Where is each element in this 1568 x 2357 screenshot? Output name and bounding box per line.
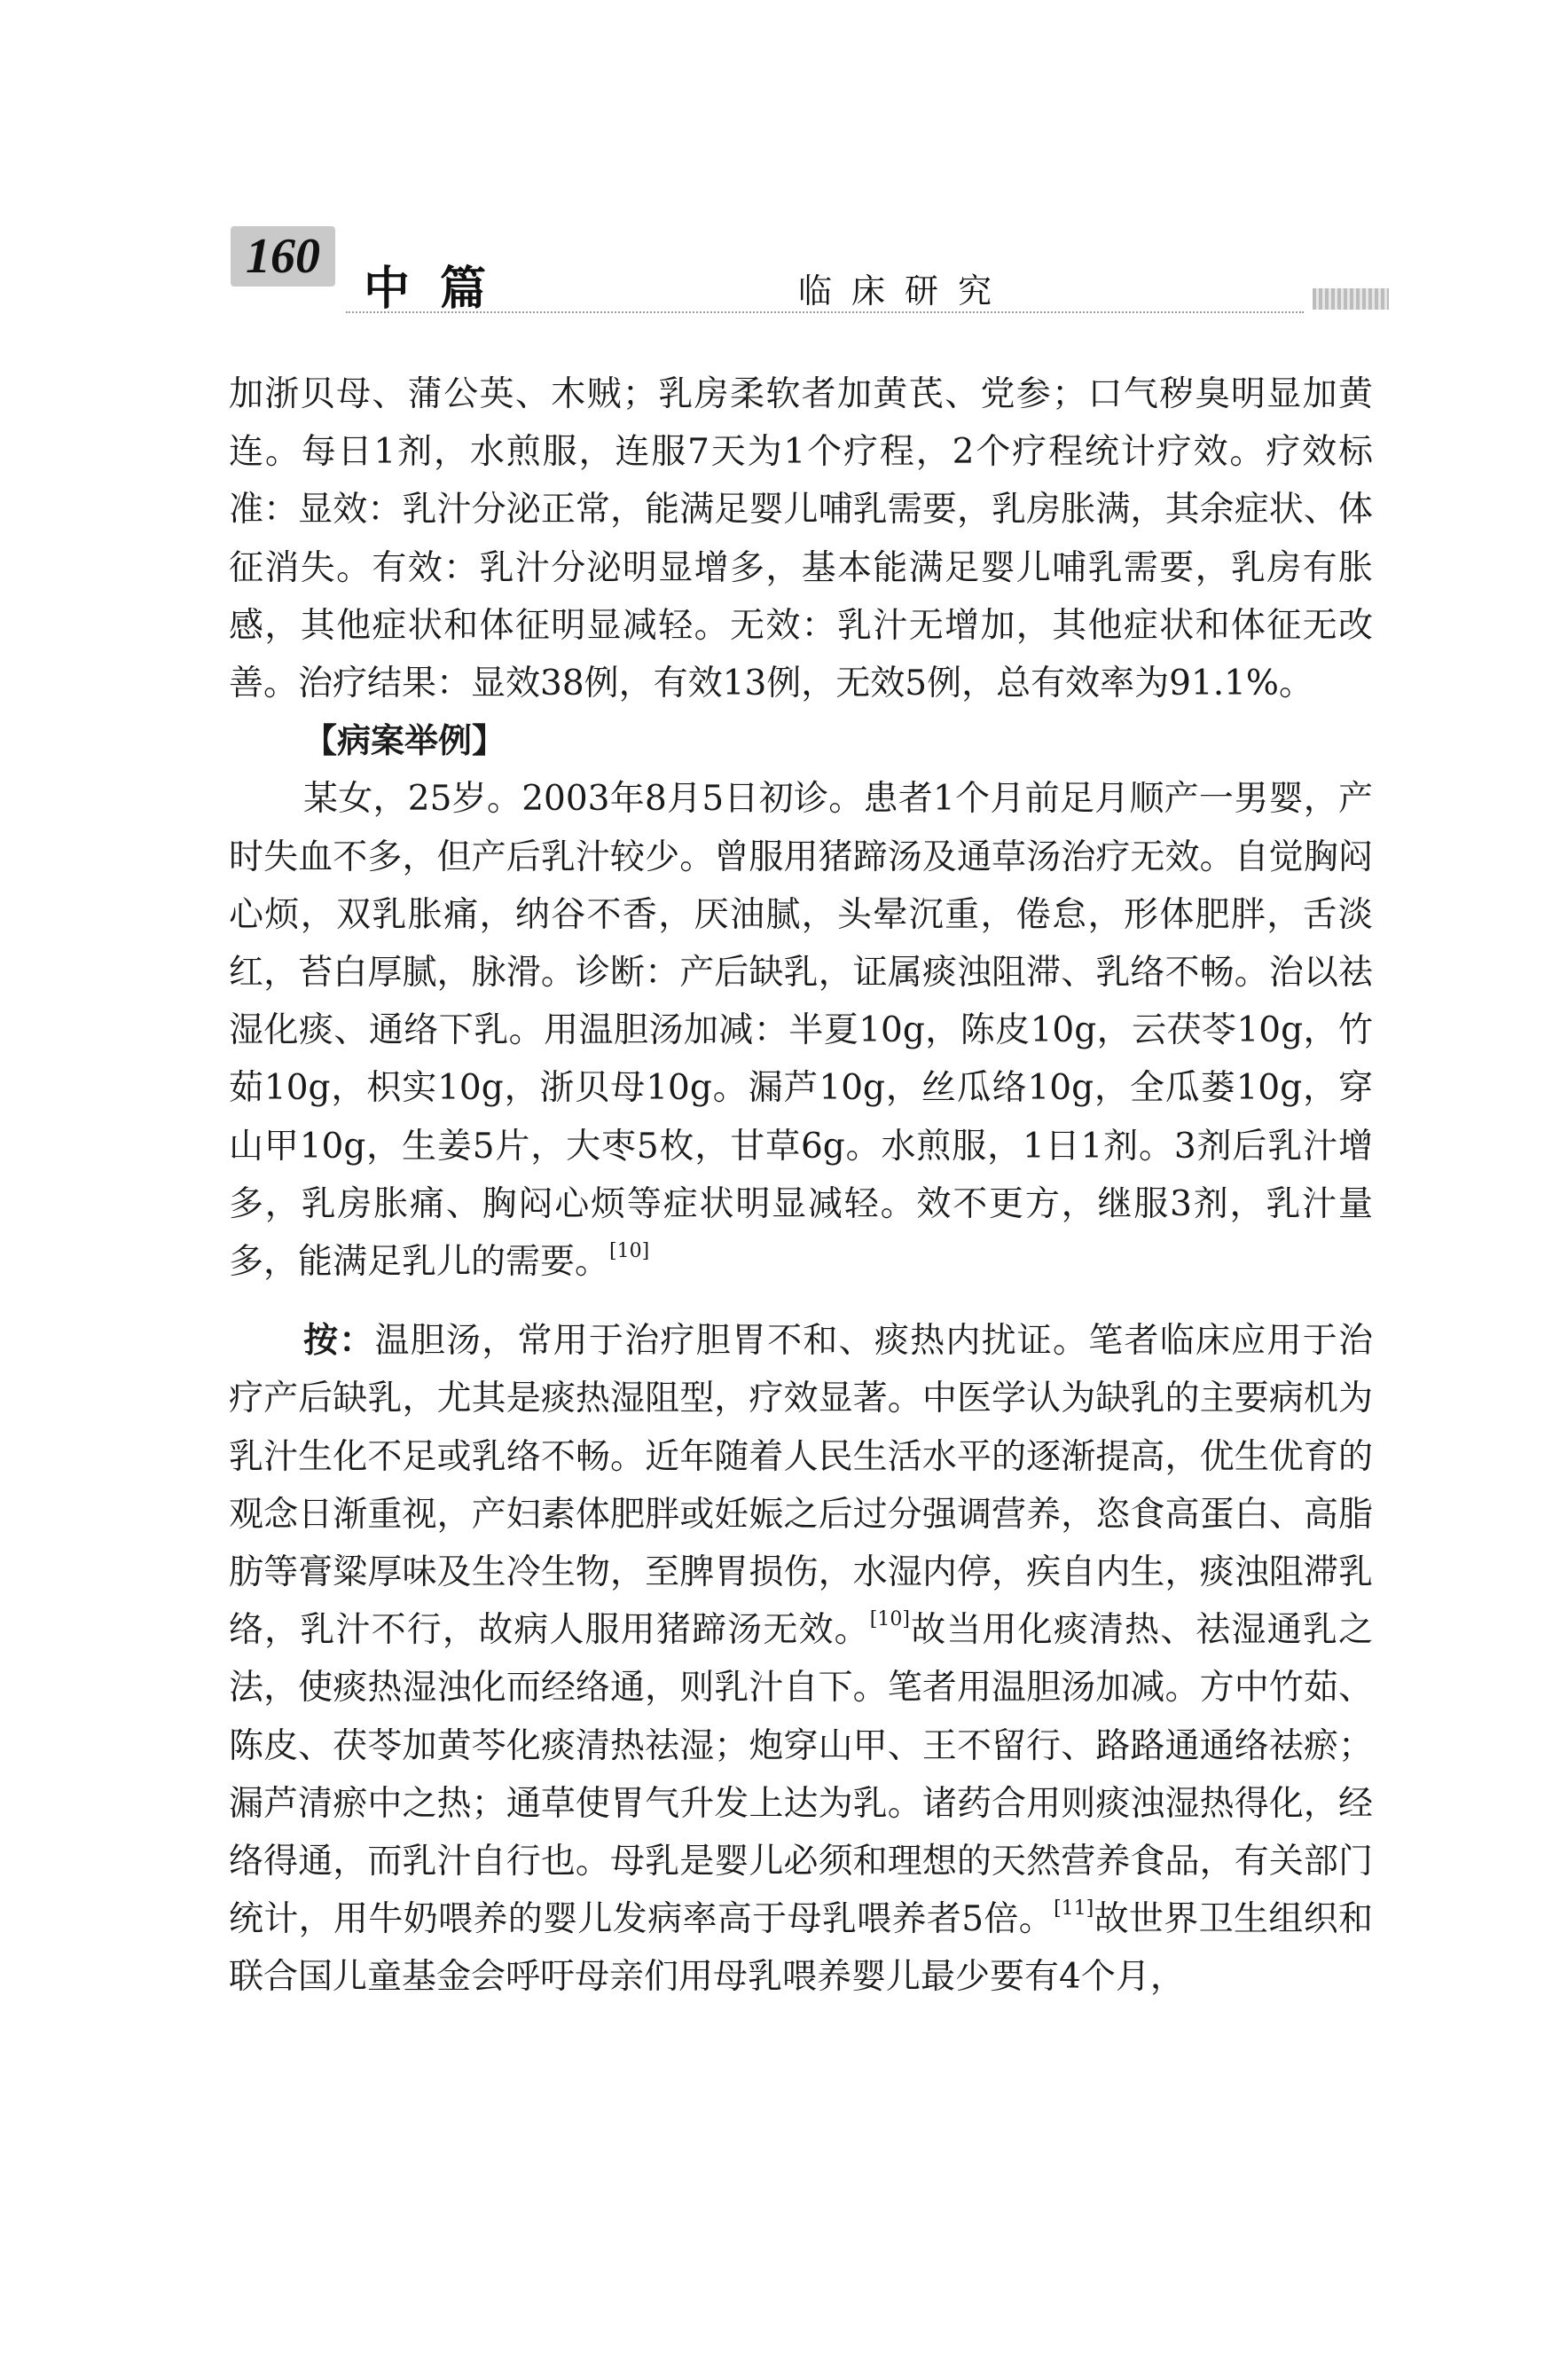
- case-paragraph: [229, 770, 1373, 1291]
- case-text: 某女，25岁。2003年8月5日初诊。患者1个月前足月顺产一男婴，产时失血不多，但产后乳汁较少。曾服用猪蹄汤及通草汤治疗无效。自觉胸闷心烦，双乳胀痛，纳谷不香，厌油腻，头晕沉重，倦怠，形体肥胖，舌淡红，苔白厚腻，脉滑。诊断：产后缺乳，证属痰浊阻滞、乳络不畅。治以祛湿化痰、通络下乳。用温胆汤加减：半夏10g，陈皮10g，云茯苓10g，竹茹10g，枳实10g，浙贝母10g。漏芦10g，丝瓜络10g，全瓜蒌10g，穿山甲10g，生姜5片，大枣5枚，甘草6g。水煎服，1日1剂。3剂后乳汁增多，乳房胀痛、胸闷心烦等症状明显减轻。效不更方，继服3剂，乳汁量多，能满足乳儿的需要。: [229, 779, 1373, 1283]
- section-title: 临床研究: [798, 271, 1012, 310]
- note-citation-2: [11]: [1054, 1897, 1094, 1921]
- page-number: 160: [246, 229, 320, 284]
- part-title: 中篇: [364, 263, 517, 316]
- page-number-badge: [231, 226, 335, 287]
- page-header: [231, 226, 1392, 324]
- case-citation: [10]: [609, 1240, 650, 1263]
- note-text-part1: 温胆汤，常用于治疗胆胃不和、痰热内扰证。笔者临床应用于治疗产后缺乳，尤其是痰热湿阻型，疗效显著。中医学认为缺乳的主要病机为乳汁生化不足或乳络不畅。近年随着人民生活水平的逐渐提高，优生优育的观念日渐重视，产妇素体肥胖或妊娠之后过分强调营养，恣食高蛋白、高脂肪等膏粱厚味及生冷生物，至脾胃损伤，水湿内停，疾自内生，痰浊阻滞乳络，乳汁不行，故病人服用猪蹄汤无效。: [229, 1321, 1373, 1651]
- efficacy-paragraph: 加浙贝母、蒲公英、木贼；乳房柔软者加黄芪、党参；口气秽臭明显加黄连。每日1剂，水煎服，连服7天为1个疗程，2个疗程统计疗效。疗效标准：显效：乳汁分泌正常，能满足婴儿哺乳需要，乳房胀满，其余症状、体征消失。有效：乳汁分泌明显增多，基本能满足婴儿哺乳需要，乳房有胀感，其他症状和体征明显减轻。无效：乳汁无增加，其他症状和体征无改善。治疗结果：显效38例，有效13例，无效5例，总有效率为91.1%。: [229, 374, 1373, 704]
- note-citation-1: [10]: [869, 1608, 910, 1631]
- note-paragraph: [229, 1312, 1373, 2006]
- case-heading: 【病案举例】: [303, 721, 506, 761]
- header-divider: [346, 311, 1304, 313]
- paragraph-gap: [229, 1291, 1373, 1312]
- note-text-part3: 故世界卫生组织和联合国儿童基金会呼吁母亲们用母乳喂养婴儿最少要有4个月，: [229, 1899, 1373, 1998]
- header-ornament: [1313, 288, 1389, 310]
- note-text-part2: 故当用化痰清热、祛湿通乳之法，使痰热湿浊化而经络通，则乳汁自下。笔者用温胆汤加减。方中竹茹、陈皮、茯苓加黄芩化痰清热祛湿；炮穿山甲、王不留行、路路通通络祛瘀；漏芦清瘀中之热；通草使胃气升发上达为乳。诸药合用则痰浊湿热得化，经络得通，而乳汁自行也。母乳是婴儿必须和理想的天然营养食品，有关部门统计，用牛奶喂养的婴儿发病率高于母乳喂养者5倍。: [229, 1610, 1373, 1940]
- note-label: 按：: [303, 1321, 375, 1362]
- case-heading-line: [229, 712, 1373, 770]
- body-text: [229, 365, 1373, 2007]
